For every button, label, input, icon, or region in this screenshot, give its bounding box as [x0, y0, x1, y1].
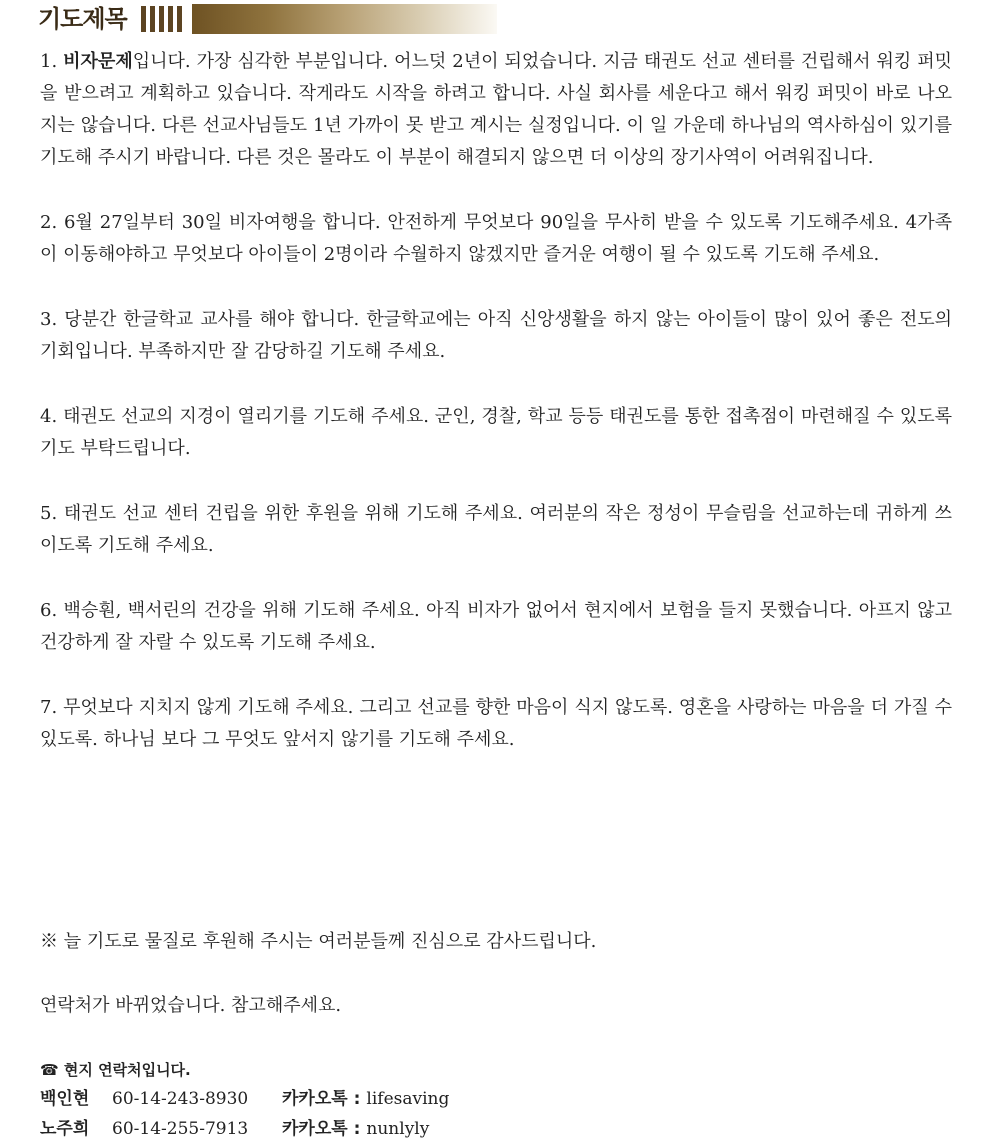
prayer-item-4: 4. 태권도 선교의 지경이 열리기를 기도해 주세요. 군인, 경찰, 학교 등등 태권도를 통한 접촉점이 마련해질 수 있도록 기도 부탁드립니다.	[40, 406, 952, 459]
contact-phone: 60-14-255-7913	[112, 1119, 249, 1139]
contact-change-notice: 연락처가 바뀌었습니다. 참고해주세요.	[40, 995, 342, 1016]
kakao-id: lifesaving	[366, 1089, 450, 1109]
page-title: 기도제목	[38, 5, 127, 33]
contact-row	[40, 1114, 449, 1144]
prayer-item-5: 5. 태권도 선교 센터 건립을 위한 후원을 위해 기도해 주세요. 여러분의 작은 정성이 무슬림을 선교하는데 귀하게 쓰이도록 기도해 주세요.	[40, 503, 952, 556]
prayer-item-2: 2. 6월 27일부터 30일 비자여행을 합니다. 안전하게 무엇보다 90일을 무사히 받을 수 있도록 기도해주세요. 4가족이 이동해야하고 무엇보다 아이들이 2명이라 수월하지 않겠지만 즐거운 여행이 될 수 있도록 기도해 주세요.	[40, 212, 952, 265]
thanks-note: ※ 늘 기도로 물질로 후원해 주시는 여러분들께 진심으로 감사드립니다.	[40, 931, 597, 952]
prayer-item-7: 7. 무엇보다 지치지 않게 기도해 주세요. 그리고 선교를 향한 마음이 식지 않도록. 영혼을 사랑하는 마음을 더 가질 수 있도록. 하나님 보다 그 무엇도 앞서지 않기를 기도해 주세요.	[40, 697, 952, 750]
contact-row	[40, 1084, 449, 1114]
contact-name: 백인현	[40, 1089, 90, 1109]
kakao-label: 카카오톡 :	[282, 1089, 361, 1109]
prayer-list	[40, 46, 952, 789]
kakao-label: 카카오톡 :	[282, 1119, 361, 1139]
header-gradient-decoration	[192, 4, 497, 34]
prayer-item-1: 1. 비자문제입니다. 가장 심각한 부분입니다. 어느덧 2년이 되었습니다. 지금 태권도 선교 센터를 건립해서 워킹 퍼밋을 받으려고 계획하고 있습니다. 작게라도 시작을 하려고 합니다. 사실 회사를 세운다고 해서 워킹 퍼밋이 바로 나오지는 않습니다. 다른 선교사님들도 1년 가까이 못 받고 계시는 실정입니다. 이 일 가운데 하나님의 역사하심이 있기를 기도해 주시기 바랍니다. 다른 것은 몰라도 이 부분이 해결되지 않으면 더 이상의 장기사역이 어려워집니다.	[40, 51, 952, 168]
kakao-id: nunlyly	[366, 1119, 430, 1139]
contact-section	[40, 1058, 449, 1144]
contact-phone: 60-14-243-8930	[112, 1089, 249, 1109]
contact-header: ☎ 현지 연락처입니다.	[40, 1061, 191, 1079]
header-banner	[38, 2, 497, 36]
prayer-item-1-emphasis: 비자문제	[63, 51, 133, 72]
prayer-item-6: 6. 백승훤, 백서린의 건강을 위해 기도해 주세요. 아직 비자가 없어서 현지에서 보험을 들지 못했습니다. 아프지 않고 건강하게 잘 자랄 수 있도록 기도해 주세요.	[40, 600, 952, 653]
prayer-item-3: 3. 당분간 한글학교 교사를 해야 합니다. 한글학교에는 아직 신앙생활을 하지 않는 아이들이 많이 있어 좋은 전도의 기회입니다. 부족하지만 잘 감당하길 기도해 주세요.	[40, 309, 952, 362]
contact-name: 노주희	[40, 1119, 90, 1139]
header-stripes-decoration	[141, 4, 186, 34]
